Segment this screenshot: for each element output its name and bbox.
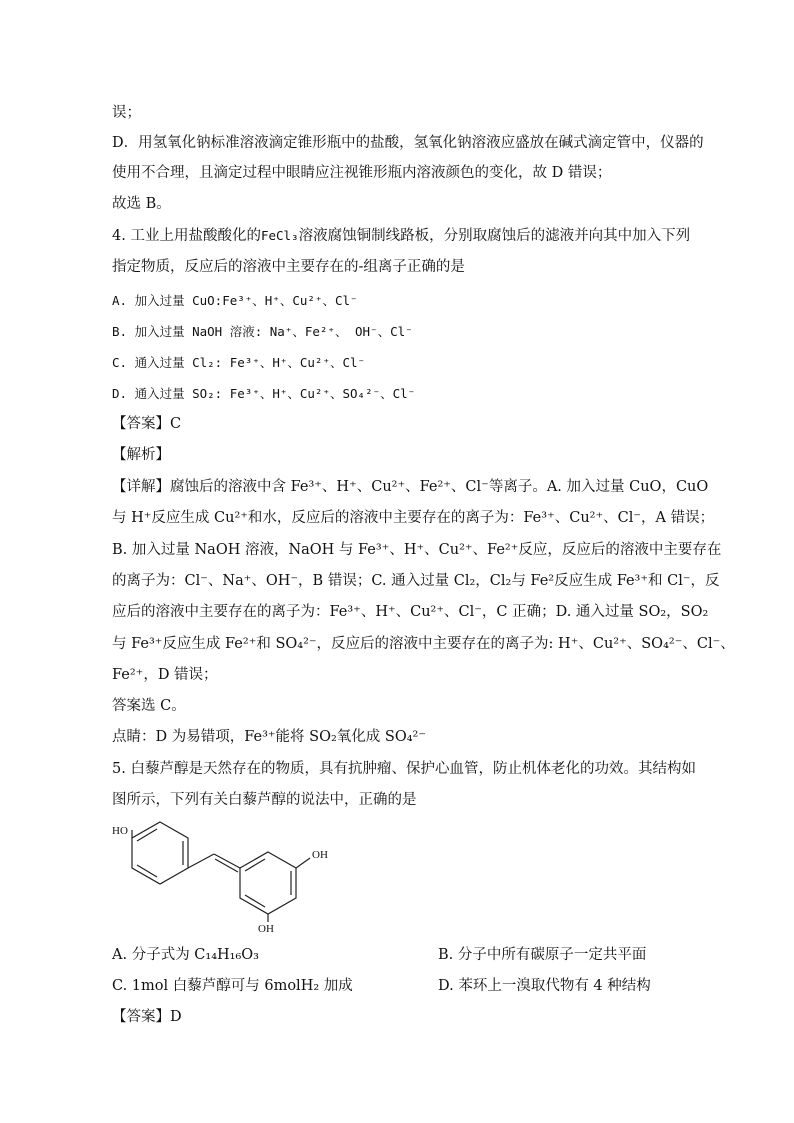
ho-label: HO (112, 825, 128, 837)
option-d: D. 通入过量 SO₂: Fe³⁺、H⁺、Cu²⁺、SO₄²⁻、Cl⁻ (112, 386, 416, 401)
option-b: B. 分子中所有碳原子一定共平面 (438, 947, 647, 963)
oh-label: OH (258, 923, 274, 934)
text-line: 指定物质，反应后的溶液中主要存在的-组离子正确的是 (112, 259, 465, 275)
answer-label: 【答案】C (112, 416, 182, 432)
option-c: C. 1mol 白藜芦醇可与 6molH₂ 加成 (112, 978, 353, 994)
explanation-line: 答案选 C。 (112, 698, 186, 714)
option-b: B. 加入过量 NaOH 溶液: Na⁺、Fe²⁺、 OH⁻、Cl⁻ (112, 324, 413, 339)
explanation-line: Fe²⁺，D 错误； (112, 667, 218, 683)
explanation-line: 与 Fe³⁺反应生成 Fe²⁺和 SO₄²⁻，反应后的溶液中主要存在的离子为: H⁺、Cu²⁺、SO₄²⁻、Cl⁻、 (112, 636, 735, 652)
question-4-prefix: 4. 工业上用盐酸酸化的 (112, 228, 261, 244)
option-a: A. 加入过量 CuO:Fe³⁺、H⁺、Cu²⁺、Cl⁻ (112, 293, 358, 308)
fecl3-formula: FeCl₃ (260, 228, 299, 243)
explanation-line: 与 H⁺反应生成 Cu²⁺和水，反应后的溶液中主要存在的离子为：Fe³⁺、Cu²⁺、Cl⁻，A 错误； (112, 510, 715, 526)
question-4-suffix: 溶液腐蚀铜制线路板，分别取腐蚀后的滤液并向其中加入下列 (298, 228, 691, 244)
explanation-line: 【详解】腐蚀后的溶液中含 Fe³⁺、H⁺、Cu²⁺、Fe²⁺、Cl⁻等离子。A. 加入过量 CuO，CuO (112, 479, 709, 495)
question-5-stem: 图所示，下列有关白藜芦醇的说法中，正确的是 (112, 792, 417, 808)
text-line: D．用氢氧化钠标准溶液滴定锥形瓶中的盐酸，氢氧化钠溶液应盛放在碱式滴定管中，仪器的 (112, 135, 704, 151)
oh-label: OH (312, 849, 328, 861)
text-line: 故选 B。 (112, 196, 171, 212)
analysis-label: 【解析】 (112, 447, 170, 463)
text-line: 使用不合理，且滴定过程中眼睛应注视锥形瓶内溶液颜色的变化，故 D 错误； (112, 165, 612, 181)
explanation-line: B. 加入过量 NaOH 溶液，NaOH 与 Fe³⁺、H⁺、Cu²⁺、Fe²⁺反应，反应后的溶液中主要存在 (112, 542, 722, 558)
answer-label: 【答案】D (112, 1009, 182, 1025)
option-d: D. 苯环上一溴取代物有 4 种结构 (438, 978, 651, 994)
explanation-line: 点睛：D 为易错项，Fe³⁺能将 SO₂氧化成 SO₄²⁻ (112, 729, 427, 745)
question-4-stem (112, 226, 690, 246)
question-5-stem: 5. 白藜芦醇是天然存在的物质，具有抗肿瘤、保护心血管，防止机体老化的功效。其结构如 (112, 761, 696, 777)
option-c: C. 通入过量 Cl₂: Fe³⁺、H⁺、Cu²⁺、Cl⁻ (112, 355, 366, 370)
text-line: 误； (112, 105, 141, 121)
resveratrol-structure (112, 814, 362, 934)
explanation-line: 的离子为：Cl⁻、Na⁺、OH⁻，B 错误；C. 通入过量 Cl₂，Cl₂与 Fe²反应生成 Fe³⁺和 Cl⁻，反 (112, 573, 720, 589)
option-a: A. 分子式为 C₁₄H₁₆O₃ (112, 947, 259, 963)
explanation-line: 应后的溶液中主要存在的离子为：Fe³⁺、H⁺、Cu²⁺、Cl⁻，C 正确；D. 通入过量 SO₂，SO₂ (112, 604, 709, 620)
